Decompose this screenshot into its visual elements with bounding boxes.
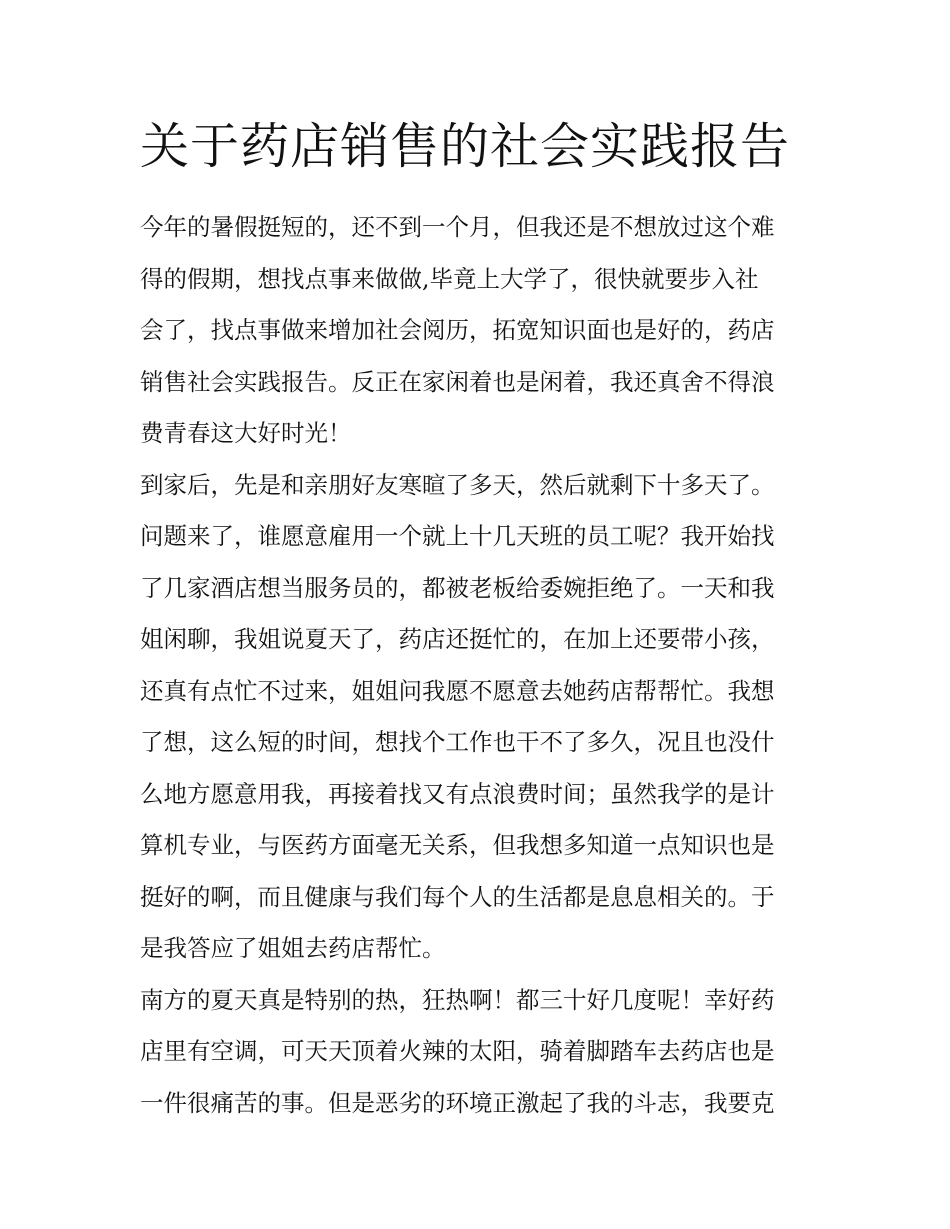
paragraph <box>140 975 812 1130</box>
text-line: 南方的夏天真是特别的热，狂热啊！都三十好几度呢！幸好药 <box>140 985 775 1014</box>
document-page <box>140 112 812 1129</box>
text-line: 问题来了，谁愿意雇用一个就上十几天班的员工呢？我开始找 <box>140 522 775 550</box>
document-body <box>140 202 812 1129</box>
text-line: 店里有空调，可天天顶着火辣的太阳，骑着脚踏车去药店也是 <box>140 1037 775 1065</box>
text-line: 今年的暑假挺短的，还不到一个月，但我还是不想放过这个难 <box>140 213 775 241</box>
text-line: 会了，找点事做来增加社会阅历，拓宽知识面也是好的，药店 <box>140 316 775 344</box>
text-line: 算机专业，与医药方面毫无关系，但我想多知道一点知识也是 <box>140 831 775 859</box>
paragraph <box>140 460 812 975</box>
text-line: 么地方愿意用我，再接着找又有点浪费时间；虽然我学的是计 <box>140 779 775 808</box>
text-line: 销售社会实践报告。反正在家闲着也是闲着，我还真舍不得浪 <box>140 367 775 396</box>
text-line: 得的假期，想找点事来做做,毕竟上大学了，很快就要步入社 <box>140 264 759 293</box>
text-line: 了想，这么短的时间，想找个工作也干不了多久，况且也没什 <box>140 728 775 756</box>
text-line: 费青春这大好时光！ <box>140 419 352 447</box>
text-line: 还真有点忙不过来，姐姐问我愿不愿意去她药店帮帮忙。我想 <box>140 676 775 705</box>
text-line: 一件很痛苦的事。但是恶劣的环境正激起了我的斗志，我要克 <box>140 1088 775 1117</box>
text-line: 是我答应了姐姐去药店帮忙。 <box>140 934 446 962</box>
document-title: 关于药店销售的社会实践报告 <box>140 118 791 175</box>
text-line: 挺好的啊，而且健康与我们每个人的生活都是息息相关的。于 <box>140 882 775 911</box>
paragraph <box>140 202 812 460</box>
text-line: 到家后，先是和亲朋好友寒暄了多天，然后就剩下十多天了。 <box>140 470 775 499</box>
text-line: 姐闲聊，我姐说夏天了，药店还挺忙的，在加上还要带小孩， <box>140 625 775 653</box>
text-line: 了几家酒店想当服务员的，都被老板给委婉拒绝了。一天和我 <box>140 573 775 602</box>
